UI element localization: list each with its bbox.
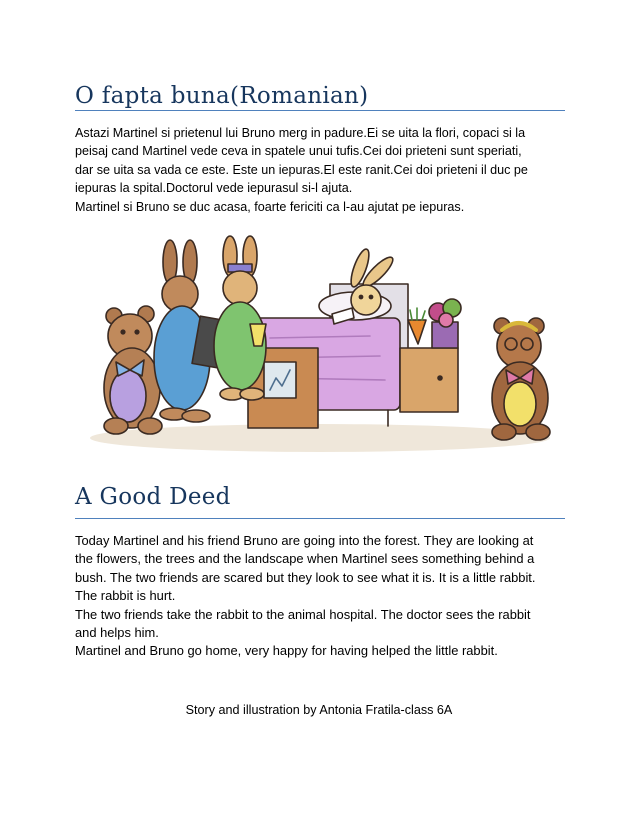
text-line: and helps him. (75, 625, 159, 641)
nightstand-knob (438, 376, 442, 380)
bear-right (492, 318, 550, 440)
title-underline (75, 518, 565, 519)
english-title: A Good Deed (75, 484, 231, 510)
bear-leg (492, 424, 516, 440)
bear-belly (110, 370, 146, 422)
carrot-leaves (410, 308, 425, 320)
romanian-paragraph (75, 124, 565, 216)
text-line: Martinel and Bruno go home, very happy for having helped the little rabbit. (75, 643, 498, 659)
text-line: Today Martinel and his friend Bruno are going into the forest. They are looking at (75, 533, 534, 548)
carrot (408, 320, 426, 344)
text-line: Martinel si Bruno se duc acasa, foarte fericiti ca l-au ajutat pe iepuras. (75, 199, 465, 214)
text-line: bush. The two friends are scared but they look to see what it is. It is a little rabbit. (75, 569, 536, 585)
text-line: iepuras la spital.Doctorul vede iepurasul si-l ajuta. (75, 181, 353, 196)
bear-leg (526, 424, 550, 440)
text-line: peisaj cand Martinel vede ceva in spatele unui tufis.Cei doi prieteni sunt speriati, (75, 144, 522, 159)
bear-eye (121, 330, 125, 334)
author-credit: Story and illustration by Antonia Fratila-class 6A (185, 703, 453, 717)
text-line: the flowers, the trees and the landscape when Martinel sees something behind a (75, 551, 535, 567)
rabbit-head (351, 285, 381, 315)
nightstand-cabinet (400, 348, 458, 412)
text-line: dar se uita sa vada ce este. Este un iepuras.El este ranit.Cei doi prieteni il duc pe (75, 162, 528, 177)
rabbit-foot (182, 410, 210, 422)
rabbit-foot (240, 388, 264, 400)
english-paragraph (75, 532, 565, 661)
rabbit-eye (369, 295, 372, 298)
rabbit-head (223, 271, 257, 305)
bear-belly (504, 382, 536, 426)
hospital-illustration (70, 228, 570, 478)
flower (439, 313, 453, 327)
nightstand (400, 299, 461, 412)
bear-leg (138, 418, 162, 434)
romanian-title: O fapta buna(Romanian) (75, 83, 369, 109)
title-underline (75, 110, 565, 111)
bear-left (104, 306, 162, 434)
picture-frame (264, 362, 296, 398)
text-line: The rabbit is hurt. (75, 588, 176, 604)
rabbit-eye (359, 295, 362, 298)
bear-leg (104, 418, 128, 434)
text-line: Astazi Martinel si prietenul lui Bruno merg in padure.Ei se uita la flori, copaci si la (75, 126, 526, 140)
text-line: The two friends take the rabbit to the animal hospital. The doctor sees the rabbit (75, 606, 531, 622)
bear-eye (135, 330, 139, 334)
doctor-rabbit (214, 236, 266, 400)
